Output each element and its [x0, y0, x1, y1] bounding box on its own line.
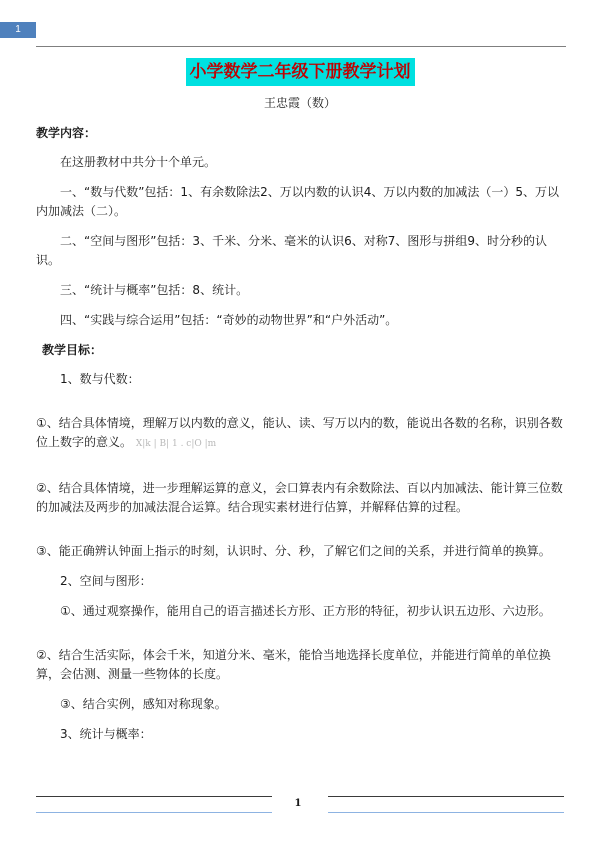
section-title-space-shape: 2、空间与图形： — [60, 574, 152, 588]
footer-rule-right-blue — [328, 812, 564, 813]
document-author: 王忠霞（数） — [263, 96, 336, 110]
footer-rule-left-blue — [36, 812, 272, 813]
goal-paragraph: ③、能正确辨认钟面上指示的时刻，认识时、分、秒，了解它们之间的关系，并进行简单的换算。 — [36, 544, 551, 558]
goal-paragraph — [36, 414, 564, 454]
document-body — [36, 118, 564, 755]
watermark-text: X|k | B| 1 . c|O |m — [135, 439, 217, 449]
footer-rule-right — [328, 796, 564, 797]
content-item: 二、“空间与图形”包括：3、千米、分米、毫米的认识6、对称7、图形与拼组9、时分秒的认识。 — [36, 234, 547, 267]
goal-paragraph: ①、通过观察操作，能用自己的语言描述长方形、正方形的特征，初步认识五边形、六边形。 — [60, 604, 551, 618]
content-item: 一、“数与代数”包括：1、有余数除法2、万以内数的认识4、万以内数的加减法（一）5、万以内加减法（二）。 — [36, 185, 559, 218]
document-title: 小学数学二年级下册教学计划 — [186, 58, 415, 86]
header-rule — [36, 46, 566, 47]
page-number: 1 — [294, 798, 302, 809]
section-title-number-algebra: 1、数与代数： — [60, 372, 140, 386]
title-container — [0, 58, 600, 86]
teaching-goals-heading: 教学目标： — [42, 343, 103, 357]
teaching-content-intro: 在这册教材中共分十个单元。 — [60, 155, 217, 169]
goal-text: ①、结合具体情境，理解万以内数的意义，能认、读、写万以内的数，能说出各数的名称，识别各数位上数字的意义。 — [36, 416, 563, 449]
section-title-statistics: 3、统计与概率： — [60, 727, 152, 741]
content-item: 三、“统计与概率”包括：8、统计。 — [60, 283, 249, 297]
footer-rule-left — [36, 796, 272, 797]
goal-paragraph: ②、结合具体情境，进一步理解运算的意义，会口算表内有余数除法、百以内加减法、能计算三位数的加减法及两步的加减法混合运算。结合现实素材进行估算，并解释估算的过程。 — [36, 481, 563, 514]
goal-paragraph: ②、结合生活实际，体会千米，知道分米、毫米，能恰当地选择长度单位，并能进行简单的单位换算，会估测、测量一些物体的长度。 — [36, 648, 551, 681]
teaching-content-heading: 教学内容： — [36, 126, 97, 140]
content-item: 四、“实践与综合运用”包括：“奇妙的动物世界”和“户外活动”。 — [60, 313, 398, 327]
page-badge: 1 — [0, 22, 36, 38]
goal-paragraph: ③、结合实例，感知对称现象。 — [60, 697, 227, 711]
